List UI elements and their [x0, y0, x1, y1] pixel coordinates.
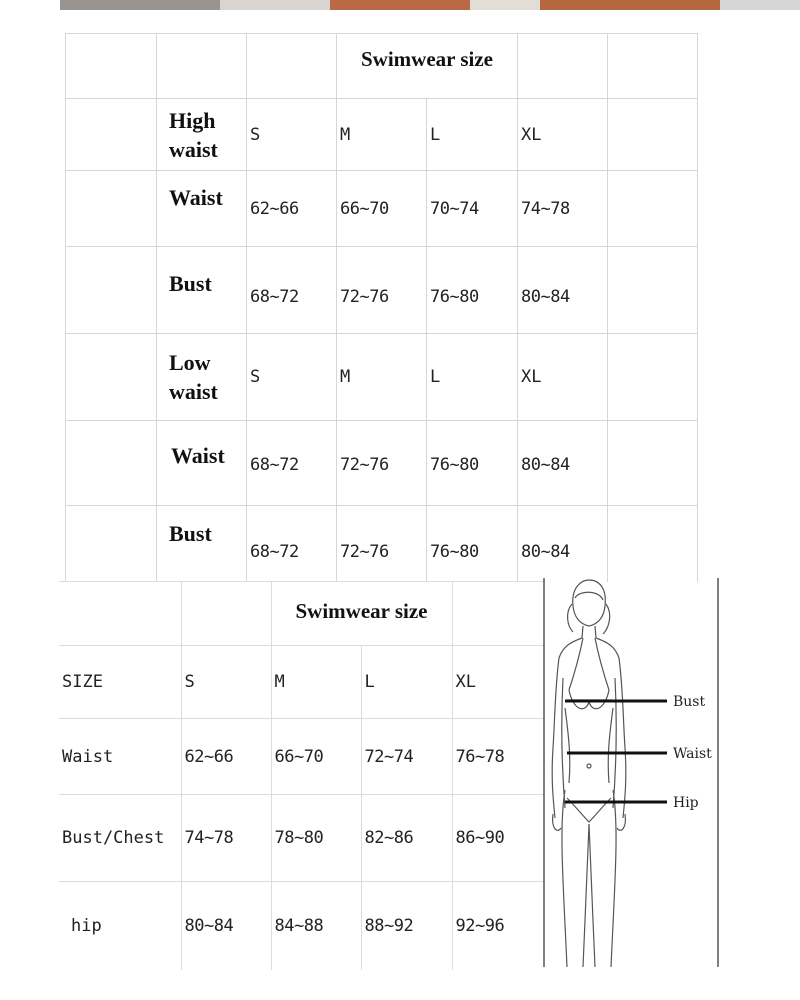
- row-label-bust: Bust: [169, 521, 212, 547]
- value-cell: 88~92: [364, 915, 414, 936]
- row-label-hip: hip: [71, 915, 102, 936]
- row-label-bust: Bust: [169, 270, 212, 296]
- value-cell: 78~80: [274, 828, 324, 848]
- value-cell: 80~84: [521, 287, 570, 307]
- table-row: [59, 882, 545, 970]
- value-cell: 80~84: [521, 541, 570, 562]
- value-cell: 70~74: [430, 198, 479, 219]
- table-row: [66, 247, 698, 334]
- body-outline: [552, 580, 626, 967]
- size-label: XL: [521, 367, 542, 387]
- section-header-row: [66, 99, 698, 171]
- body-measurement-figure: [543, 578, 719, 967]
- value-cell: 68~72: [250, 455, 299, 475]
- table-header-row: [59, 646, 545, 719]
- value-cell: 68~72: [250, 541, 299, 562]
- table-title-row: [59, 582, 545, 646]
- size-label: M: [274, 672, 285, 692]
- value-cell: 66~70: [340, 198, 389, 219]
- value-cell: 82~86: [364, 828, 414, 848]
- size-label: S: [250, 367, 261, 387]
- general-size-table: [59, 581, 545, 970]
- size-label: M: [340, 124, 351, 145]
- body-outline-illustration: [543, 578, 719, 967]
- hip-label: Hip: [673, 795, 699, 811]
- waist-label: Waist: [673, 746, 712, 762]
- table-row: [66, 506, 698, 582]
- top-product-image-strip: [60, 0, 800, 10]
- value-cell: 86~90: [455, 828, 505, 848]
- value-cell: 66~70: [274, 746, 324, 767]
- section-label-high-waist: High waist: [169, 107, 218, 162]
- size-label: L: [364, 672, 375, 692]
- high-low-waist-size-table: [65, 33, 698, 582]
- value-cell: 72~76: [340, 455, 389, 475]
- table-row: [66, 171, 698, 247]
- value-cell: 76~80: [430, 287, 479, 307]
- value-cell: 80~84: [521, 455, 570, 475]
- row-label-waist: Waist: [169, 185, 223, 210]
- table-row: [59, 795, 545, 882]
- size-label: XL: [521, 124, 542, 145]
- size-label: S: [184, 672, 195, 692]
- bust-label: Bust: [673, 694, 706, 710]
- row-label-waist: Waist: [62, 746, 114, 767]
- size-label: M: [340, 367, 351, 387]
- value-cell: 80~84: [184, 915, 234, 936]
- table-row: [66, 421, 698, 506]
- section-label-low-waist: Low waist: [169, 350, 218, 404]
- row-label-bust-chest: Bust/Chest: [62, 828, 165, 848]
- value-cell: 76~78: [455, 746, 505, 767]
- section-header-row: [66, 334, 698, 421]
- table-title: Swimwear size: [361, 46, 493, 71]
- header-label-size: SIZE: [62, 672, 103, 692]
- table-title: Swimwear size: [295, 599, 428, 623]
- row-label-waist: Waist: [171, 442, 225, 468]
- value-cell: 62~66: [184, 746, 234, 767]
- value-cell: 74~78: [521, 198, 570, 219]
- table-row: [59, 719, 545, 795]
- size-label: S: [250, 124, 261, 145]
- value-cell: 68~72: [250, 287, 299, 307]
- value-cell: 72~76: [340, 287, 389, 307]
- size-label: XL: [455, 672, 476, 692]
- table-title-row: [66, 34, 698, 99]
- value-cell: 84~88: [274, 915, 324, 936]
- value-cell: 72~76: [340, 541, 389, 562]
- value-cell: 72~74: [364, 746, 414, 767]
- value-cell: 76~80: [430, 455, 479, 475]
- value-cell: 62~66: [250, 198, 299, 219]
- value-cell: 76~80: [430, 541, 479, 562]
- value-cell: 92~96: [455, 915, 505, 936]
- size-label: L: [430, 124, 441, 145]
- size-label: L: [430, 367, 441, 387]
- value-cell: 74~78: [184, 828, 234, 848]
